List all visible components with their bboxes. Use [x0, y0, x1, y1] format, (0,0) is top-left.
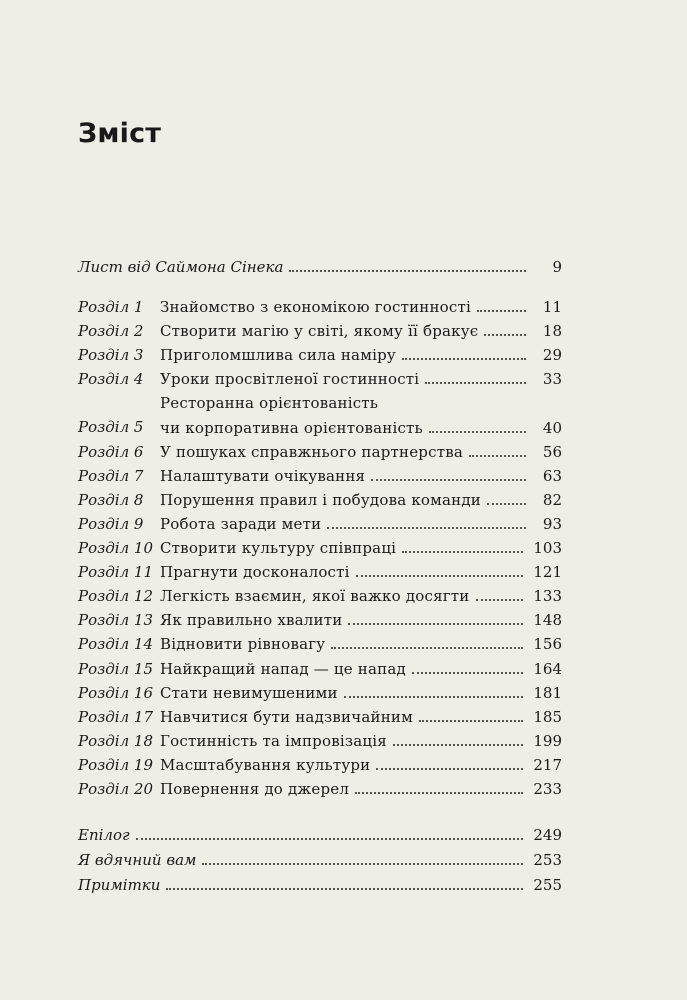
- dot-leader: [331, 647, 523, 649]
- chapter-title: Приголомшлива сила наміру: [160, 346, 396, 365]
- chapter-title: У пошуках справжнього партнерства: [160, 442, 463, 461]
- page-number: 56: [542, 442, 562, 461]
- chapter-title: Найкращий напад — це напад: [160, 659, 406, 678]
- chapter-title: Робота заради мети: [160, 514, 322, 533]
- chapter-label: Розділ 7: [78, 466, 144, 485]
- chapter-title: Відновити рівновагу: [160, 635, 326, 654]
- dot-leader: [348, 623, 523, 625]
- page-number: 18: [542, 322, 562, 341]
- dot-leader: [469, 455, 526, 457]
- chapter-label: Розділ 9: [78, 514, 144, 533]
- toc-entry[interactable]: [78, 539, 562, 557]
- toc-entry[interactable]: [78, 684, 562, 702]
- toc-entry[interactable]: [78, 443, 562, 461]
- dot-leader: [477, 310, 526, 312]
- dot-leader: [429, 431, 526, 433]
- page-number: 217: [533, 755, 562, 774]
- page-number: 253: [533, 851, 562, 869]
- chapter-title: Створити культуру співпраці: [160, 539, 397, 557]
- chapter-title: Ресторанна орієнтованість: [160, 394, 379, 413]
- chapter-label: Розділ 19: [78, 755, 154, 774]
- toc-entry[interactable]: [78, 370, 562, 388]
- page-number: 82: [542, 490, 562, 509]
- chapter-label: Розділ 18: [78, 731, 154, 750]
- page-number: 9: [552, 258, 562, 276]
- chapter-label: Розділ 15: [78, 659, 154, 678]
- toc-entry[interactable]: [78, 635, 562, 653]
- dot-leader: [425, 382, 526, 384]
- dot-leader: [476, 599, 524, 601]
- chapter-title: Знайомство з економікою гостинності: [160, 298, 471, 316]
- toc-entry[interactable]: [78, 346, 562, 364]
- chapter-label: Розділ 3: [78, 346, 144, 365]
- page-number: 33: [542, 370, 562, 389]
- dot-leader: [355, 792, 523, 794]
- chapter-label: Розділ 11: [78, 563, 154, 582]
- page-number: 11: [542, 298, 562, 316]
- chapter-label: Розділ 4: [78, 370, 144, 389]
- toc-entry[interactable]: [78, 491, 562, 509]
- chapter-label: Розділ 14: [78, 635, 154, 654]
- chapter-label: Розділ 6: [78, 442, 144, 461]
- page-title: Зміст: [78, 118, 162, 149]
- toc-entry[interactable]: [78, 660, 562, 678]
- page-number: 233: [533, 780, 562, 798]
- page-number: 185: [533, 707, 562, 726]
- page-number: 103: [533, 539, 562, 557]
- toc-entry[interactable]: [78, 826, 562, 844]
- dot-leader: [327, 527, 526, 529]
- chapter-title: Легкість взаємин, якої важко досягти: [160, 587, 470, 606]
- page-number: 93: [542, 514, 562, 533]
- dot-leader: [402, 551, 523, 553]
- dot-leader: [344, 696, 524, 698]
- toc-entry[interactable]: [78, 419, 562, 437]
- chapter-label: Розділ 2: [78, 322, 144, 341]
- chapter-title: Повернення до джерел: [160, 780, 350, 798]
- chapter-label: Розділ 8: [78, 490, 144, 509]
- dot-leader: [487, 503, 526, 505]
- toc-entry[interactable]: [78, 467, 562, 485]
- dot-leader: [402, 358, 526, 360]
- chapter-title: Гостинність та імпровізація: [160, 731, 387, 750]
- toc-entry[interactable]: [78, 732, 562, 750]
- page-number: 121: [533, 563, 562, 582]
- dot-leader: [356, 575, 524, 577]
- chapter-label: Розділ 5: [78, 418, 144, 437]
- dot-leader: [484, 334, 526, 336]
- entry-title: Примітки: [78, 876, 161, 894]
- chapter-title: Навчитися бути надзвичайним: [160, 707, 413, 726]
- page-number: 249: [533, 826, 562, 844]
- page-number: 181: [533, 683, 562, 702]
- page-number: 63: [542, 466, 562, 485]
- page-number: 133: [533, 587, 562, 606]
- dot-leader: [371, 479, 526, 481]
- toc-entry[interactable]: [78, 611, 562, 629]
- dot-leader: [202, 863, 523, 865]
- toc-entry[interactable]: [78, 515, 562, 533]
- page-number: 29: [542, 346, 562, 365]
- chapter-title: Порушення правил і побудова команди: [160, 490, 481, 509]
- dot-leader: [412, 672, 523, 674]
- chapter-label: Розділ 17: [78, 707, 154, 726]
- chapter-title-continued: чи корпоративна орієнтованість: [160, 418, 423, 437]
- toc-entry[interactable]: [78, 756, 562, 774]
- dot-leader: [419, 720, 523, 722]
- chapter-label: Розділ 1: [78, 298, 144, 316]
- toc-entry[interactable]: [78, 298, 562, 316]
- toc-entry[interactable]: [78, 322, 562, 340]
- page-number: 148: [533, 611, 562, 630]
- page-number: 156: [533, 635, 562, 654]
- toc-entry[interactable]: [78, 587, 562, 605]
- dot-leader: [136, 838, 524, 840]
- chapter-title: Уроки просвітленої гостинності: [160, 370, 420, 389]
- chapter-title: Масштабування культури: [160, 755, 371, 774]
- chapter-title: Налаштувати очікування: [160, 466, 366, 485]
- chapter-label: Розділ 12: [78, 587, 154, 606]
- page-number: 199: [533, 731, 562, 750]
- chapter-title: Як правильно хвалити: [160, 611, 343, 630]
- toc-entry[interactable]: [78, 258, 562, 276]
- chapter-title: Прагнути досконалості: [160, 563, 350, 582]
- toc-entry[interactable]: [78, 876, 562, 894]
- dot-leader: [289, 270, 526, 272]
- dot-leader: [393, 744, 523, 746]
- dot-leader: [166, 888, 523, 890]
- toc-entry[interactable]: [78, 851, 562, 869]
- toc-entry[interactable]: [78, 708, 562, 726]
- page-number: 164: [533, 659, 562, 678]
- chapter-label: Розділ 10: [78, 539, 154, 557]
- entry-title: Епілог: [78, 826, 130, 844]
- chapter-title: Створити магію у світі, якому її бракує: [160, 322, 479, 341]
- dot-leader: [376, 768, 523, 770]
- entry-title: Лист від Саймона Сінека: [78, 258, 284, 276]
- page-number: 255: [533, 876, 562, 894]
- chapter-label: Розділ 16: [78, 683, 154, 702]
- chapter-label: Розділ 13: [78, 611, 154, 630]
- entry-title: Я вдячний вам: [78, 851, 197, 869]
- toc-entry[interactable]: [78, 563, 562, 581]
- toc-entry[interactable]: [78, 780, 562, 798]
- chapter-title: Стати невимушеними: [160, 683, 338, 702]
- page-number: 40: [542, 418, 562, 437]
- chapter-label: Розділ 20: [78, 780, 154, 798]
